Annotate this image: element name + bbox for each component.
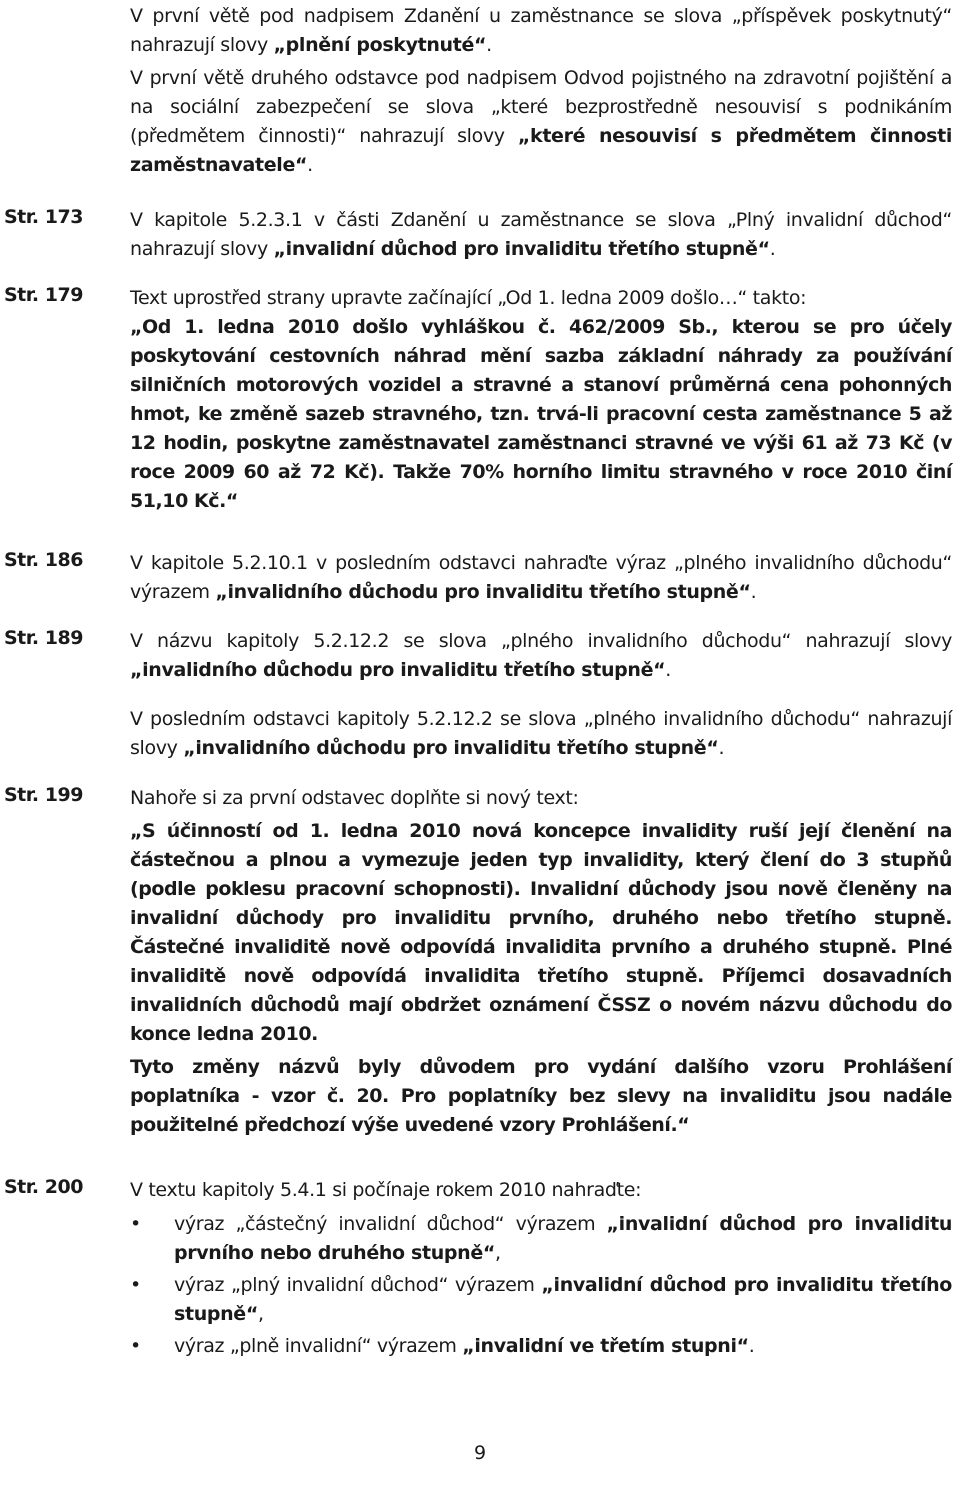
list-item-text: výraz „plný invalidní důchod“ výrazem: [174, 1274, 542, 1296]
paragraph-1: [130, 2, 952, 60]
paragraph-6-bold: „invalidního důchodu pro invaliditu třetího stupně“: [130, 659, 666, 681]
paragraph-8: [130, 784, 952, 1140]
list-item-bold: „invalidní důchod pro invaliditu prvního nebo druhého stupně“: [174, 1213, 952, 1264]
paragraph-3-end: .: [769, 238, 776, 260]
bullet-icon: •: [130, 1274, 141, 1296]
paragraph-7-bold: „invalidního důchodu pro invaliditu třetího stupně“: [183, 737, 719, 759]
paragraph-2-text: V první větě druhého odstavce pod nadpisem Odvod pojistného na zdravotní pojištění a na sociální zabezpečení se slova „které bezprostředně nesouvisí s podnikáním (předmětem činnosti)“ nahrazují slovy: [130, 67, 952, 147]
paragraph-5: [130, 549, 952, 607]
paragraph-6: [130, 627, 952, 685]
page-number: 9: [473, 1442, 487, 1464]
page-ref-200: Str. 200: [4, 1176, 83, 1198]
paragraph-8-bold-2: Tyto změny názvů byly důvodem pro vydání dalšího vzoru Prohlášení poplatníka - vzor č. 20. Pro poplatníky bez slevy na invaliditu jsou nadále použitelné předchozí výše uvedené vzory Prohlášení.“: [130, 1056, 952, 1136]
paragraph-7-text: V posledním odstavci kapitoly 5.2.12.2 se slova „plného invalidního důchodu“ nahrazují slovy: [130, 708, 952, 759]
paragraph-7: [130, 705, 952, 763]
paragraph-2: [130, 64, 952, 180]
paragraph-5-bold: „invalidního důchodu pro invaliditu třetího stupně“: [215, 581, 751, 603]
paragraph-4-bold: „Od 1. ledna 2010 došlo vyhláškou č. 462/2009 Sb., kterou se pro účely poskytování cestovních náhrad mění sazba základní náhrady za používání silničních motorových vozidel a stravné a stanoví průměrná cena pohonných hmot, ke změně sazeb stravného, tzn. trvá-li pracovní cesta zaměstnance 5 až 12 hodin, poskytne zaměstnavatel zaměstnanci stravné ve výši 61 až 73 Kč (v roce 2009 60 až 72 Kč). Takže 70% horního limitu stravného v roce 2010 činí 51,10 Kč.“: [130, 316, 952, 512]
page-ref-199: Str. 199: [4, 784, 83, 806]
paragraph-8-bold-1: „S účinností od 1. ledna 2010 nová koncepce invalidity ruší její členění na částečnou a plnou a vymezuje jeden typ invalidity, který člení do 3 stupňů (podle poklesu pracovní schopnosti). Invalidní důchody jsou nově členěny na invalidní důchody pro invaliditu prvního, druhého nebo třetího stupně. Částečné invaliditě nově odpovídá invalidita prvního a druhého stupně. Plné invaliditě nově odpovídá invalidita třetího stupně. Příjemci dosavadních invalidních důchodů mají obdržet oznámení ČSSZ o novém názvu důchodu do konce ledna 2010.: [130, 820, 952, 1045]
list-item-text: výraz „částečný invalidní důchod“ výrazem: [174, 1213, 607, 1235]
paragraph-6-end: .: [665, 659, 671, 681]
list-item: [130, 1210, 952, 1268]
paragraph-3-text: V kapitole 5.2.3.1 v části Zdanění u zaměstnance se slova „Plný invalidní důchod“ nahrazují slovy: [130, 209, 952, 260]
list-item-end: .: [748, 1335, 755, 1357]
list-item-text: výraz „plně invalidní“ výrazem: [174, 1335, 463, 1357]
page-ref-173: Str. 173: [4, 206, 83, 228]
page-ref-179: Str. 179: [4, 284, 83, 306]
paragraph-9: [130, 1176, 952, 1205]
list-item-bold: „invalidní ve třetím stupni“: [462, 1335, 749, 1357]
paragraph-4-text: Text uprostřed strany upravte začínající „Od 1. ledna 2009 došlo…“ takto:: [130, 287, 807, 309]
bullet-icon: •: [130, 1213, 141, 1235]
paragraph-3-bold: „invalidní důchod pro invaliditu třetího stupně“: [273, 238, 770, 260]
paragraph-1-end: .: [486, 34, 492, 56]
paragraph-2-end: .: [307, 154, 313, 176]
list-item: [130, 1332, 952, 1361]
paragraph-9-text: V textu kapitoly 5.4.1 si počínaje rokem 2010 nahraďte:: [130, 1179, 642, 1201]
bullet-icon: •: [130, 1335, 141, 1357]
list-item-end: ,: [257, 1303, 264, 1325]
paragraph-5-text: V kapitole 5.2.10.1 v posledním odstavci nahraďte výraz „plného invalidního důchodu“ výrazem: [130, 552, 952, 603]
paragraph-5-end: .: [750, 581, 757, 603]
paragraph-6-text: V názvu kapitoly 5.2.12.2 se slova „plného invalidního důchodu“ nahrazují slovy: [130, 630, 952, 652]
page-ref-186: Str. 186: [4, 549, 83, 571]
replacement-list: [130, 1210, 952, 1364]
paragraph-3: [130, 206, 952, 264]
list-item-end: ,: [495, 1242, 501, 1264]
paragraph-4: [130, 284, 952, 516]
list-item: [130, 1271, 952, 1329]
page-ref-189: Str. 189: [4, 627, 83, 649]
paragraph-1-bold: „plnění poskytnuté“: [273, 34, 487, 56]
paragraph-2-bold: „které nesouvisí s předmětem činnosti zaměstnavatele“: [130, 125, 952, 176]
paragraph-7-end: .: [718, 737, 725, 759]
list-item-bold: „invalidní důchod pro invaliditu třetího stupně“: [174, 1274, 952, 1325]
paragraph-8-text: Nahoře si za první odstavec doplňte si nový text:: [130, 787, 579, 809]
paragraph-1-text: V první větě pod nadpisem Zdanění u zaměstnance se slova „příspěvek poskytnutý“ nahrazují slovy: [130, 5, 952, 56]
